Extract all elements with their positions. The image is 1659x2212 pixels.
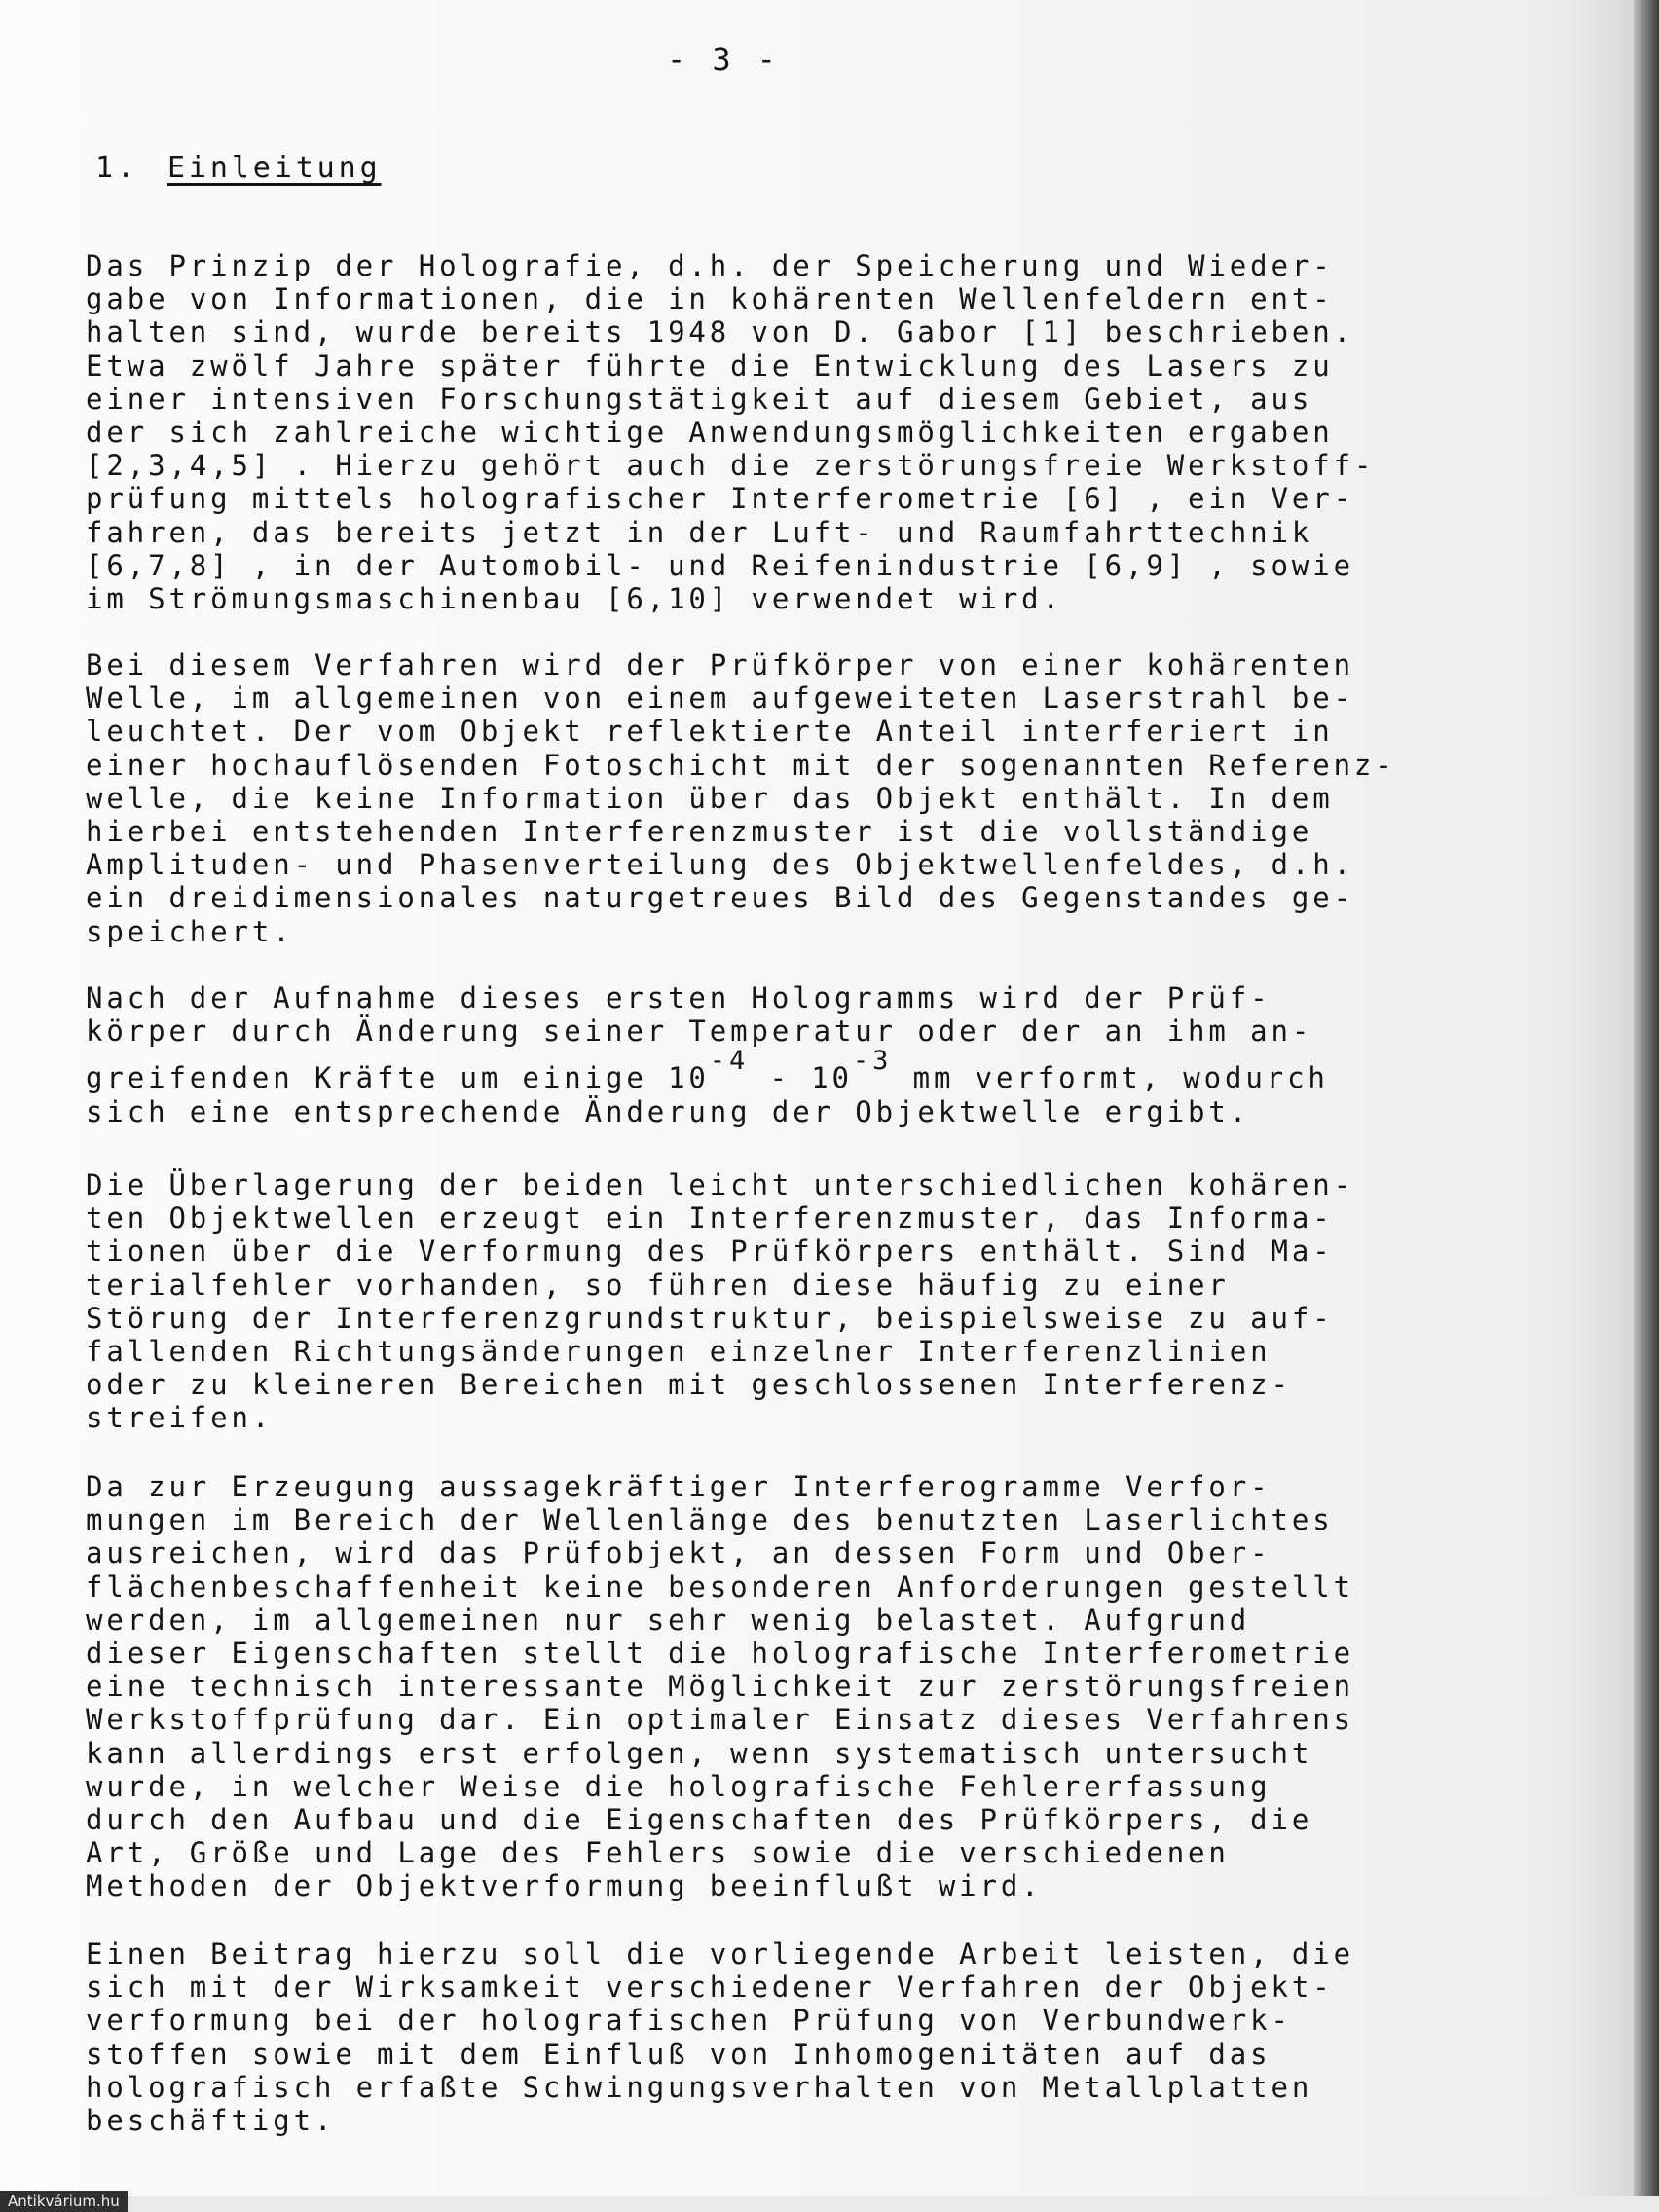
text-line: oder zu kleineren Bereichen mit geschlossenen Interferenz-	[86, 1368, 1292, 1402]
text-line: flächenbeschaffenheit keine besonderen Anforderungen gestellt	[86, 1569, 1354, 1604]
text-line: verformung bei der holografischen Prüfung von Verbundwerk-	[86, 2004, 1292, 2038]
formula-text-mid: - 10	[749, 1061, 853, 1095]
text-line: terialfehler vorhanden, so führen diese häufig zu einer	[86, 1268, 1230, 1302]
text-line: Art, Größe und Lage des Fehlers sowie die verschiedenen	[86, 1836, 1230, 1870]
text-line: ausreichen, wird das Prüfobjekt, an dessen Form und Ober-	[86, 1536, 1272, 1570]
page-number: - 3 -	[667, 41, 780, 78]
paragraph-5	[86, 1470, 1390, 1902]
paragraph-6	[86, 1937, 1390, 2137]
text-line: hierbei entstehenden Interferenzmuster ist die vollständige	[86, 814, 1313, 848]
text-line: sich eine entsprechende Änderung der Objektwelle ergibt.	[86, 1094, 1251, 1128]
text-line: ten Objektwellen erzeugt ein Interferenzmuster, das Informa-	[86, 1201, 1334, 1235]
watermark: Antikvárium.hu	[0, 2191, 128, 2212]
text-line: stoffen sowie mit dem Einfluß von Inhomogenitäten auf das	[86, 2037, 1272, 2071]
text-line: Nach der Aufnahme dieses ersten Hologramms wird der Prüf-	[86, 981, 1272, 1014]
page-edge	[1634, 0, 1659, 2212]
text-line: halten sind, wurde bereits 1948 von D. Gabor [1] beschrieben.	[86, 315, 1354, 350]
text-line: beschäftigt.	[86, 2103, 336, 2137]
paragraph-3	[86, 981, 1390, 1128]
text-line: Da zur Erzeugung aussagekräftiger Interferogramme Verfor-	[86, 1470, 1272, 1503]
paragraph-1	[86, 249, 1390, 615]
text-line: wurde, in welcher Weise die holografische Fehlererfassung	[86, 1769, 1272, 1803]
page-bottom-band	[0, 2196, 1659, 2212]
text-line: eine technisch interessante Möglichkeit zur zerstörungsfreien	[86, 1670, 1354, 1704]
text-line: Das Prinzip der Holografie, d.h. der Speicherung und Wieder-	[86, 249, 1334, 282]
text-line: kann allerdings erst erfolgen, wenn systematisch untersucht	[86, 1736, 1313, 1770]
text-line: Welle, im allgemeinen von einem aufgeweiteten Laserstrahl be-	[86, 682, 1354, 716]
text-line: der sich zahlreiche wichtige Anwendungsmöglichkeiten ergaben	[86, 415, 1334, 449]
text-line: einer intensiven Forschungstätigkeit auf diesem Gebiet, aus	[86, 382, 1313, 416]
section-heading	[95, 151, 382, 185]
text-line: leuchtet. Der vom Objekt reflektierte Anteil interferiert in	[86, 715, 1334, 749]
text-line: Einen Beitrag hierzu soll die vorliegende Arbeit leisten, die	[86, 1937, 1354, 1971]
section-title: Einleitung	[166, 151, 382, 185]
formula-text-pre: greifenden Kräfte um einige 10	[86, 1061, 710, 1095]
exponent-2: -3	[852, 1046, 893, 1077]
text-line: Werkstoffprüfung dar. Ein optimaler Einsatz dieses Verfahrens	[86, 1703, 1354, 1737]
text-line: gabe von Informationen, die in kohärenten Wellenfeldern ent-	[86, 282, 1334, 316]
text-line: welle, die keine Information über das Objekt enthält. In dem	[86, 781, 1334, 815]
text-line: fallenden Richtungsänderungen einzelner Interferenzlinien	[86, 1334, 1272, 1368]
text-line: fahren, das bereits jetzt in der Luft- und Raumfahrttechnik	[86, 515, 1313, 549]
text-line: holografisch erfaßte Schwingungsverhalten von Metallplatten	[86, 2070, 1313, 2104]
text-line: werden, im allgemeinen nur sehr wenig belastet. Aufgrund	[86, 1603, 1251, 1637]
text-line: Störung der Interferenzgrundstruktur, beispielsweise zu auf-	[86, 1301, 1334, 1335]
text-line: durch den Aufbau und die Eigenschaften des Prüfkörpers, die	[86, 1802, 1313, 1836]
text-line: Die Überlagerung der beiden leicht unterschiedlichen kohären-	[86, 1168, 1354, 1201]
text-line: dieser Eigenschaften stellt die holografische Interferometrie	[86, 1636, 1354, 1670]
text-line: ein dreidimensionales naturgetreues Bild des Gegenstandes ge-	[86, 881, 1354, 915]
text-line: im Strömungsmaschinenbau [6,10] verwendet wird.	[86, 581, 1063, 615]
text-line: prüfung mittels holografischer Interferometrie [6] , ein Ver-	[86, 482, 1354, 516]
paragraph-2	[86, 648, 1396, 948]
text-line: sich mit der Wirksamkeit verschiedener Verfahren der Objekt-	[86, 1971, 1334, 2005]
text-line: [2,3,4,5] . Hierzu gehört auch die zerstörungsfreie Werkstoff-	[86, 449, 1376, 483]
text-line: mungen im Bereich der Wellenlänge des benutzten Laserlichtes	[86, 1503, 1334, 1537]
text-line: streifen.	[86, 1401, 274, 1435]
paragraph-4	[86, 1168, 1390, 1435]
formula-text-post: mm verformt, wodurch	[892, 1061, 1329, 1095]
text-line: einer hochauflösenden Fotoschicht mit der sogenannten Referenz-	[86, 748, 1396, 782]
section-number: 1.	[95, 151, 138, 185]
text-line: speichert.	[86, 914, 294, 948]
text-line: Etwa zwölf Jahre später führte die Entwicklung des Lasers zu	[86, 349, 1334, 383]
text-line: Bei diesem Verfahren wird der Prüfkörper von einer kohärenten	[86, 648, 1354, 682]
exponent-1: -4	[709, 1046, 750, 1077]
text-line: tionen über die Verformung des Prüfkörpers enthält. Sind Ma-	[86, 1235, 1334, 1269]
formula-line	[86, 1046, 1390, 1095]
text-line: [6,7,8] , in der Automobil- und Reifenindustrie [6,9] , sowie	[86, 548, 1354, 582]
text-line: Amplituden- und Phasenverteilung des Objektwellenfeldes, d.h.	[86, 848, 1354, 882]
text-line: körper durch Änderung seiner Temperatur oder der an ihm an-	[86, 1014, 1313, 1049]
text-line: Methoden der Objektverformung beeinflußt wird.	[86, 1869, 1043, 1903]
